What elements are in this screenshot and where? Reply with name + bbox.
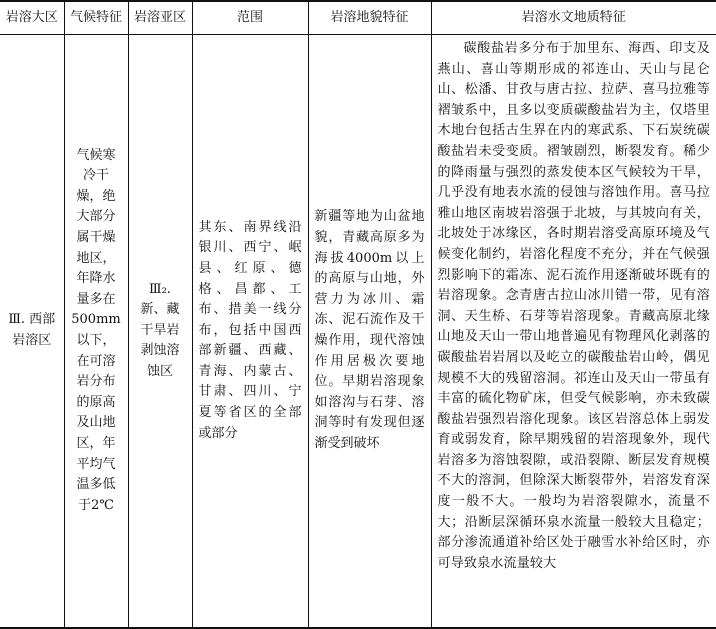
- cell-karst-region: Ⅲ. 西部岩溶区: [0, 35, 64, 629]
- header-karst-region: 岩溶大区: [0, 1, 64, 35]
- header-karst-subregion: 岩溶亚区: [128, 1, 192, 35]
- header-row: [0, 1, 716, 35]
- header-landform: 岩溶地貌特征: [308, 1, 431, 35]
- header-hydrogeology: 岩溶水文地质特征: [431, 1, 716, 35]
- header-climate: 气候特征: [64, 1, 128, 35]
- cell-scope: 其东、南界线沿银川、西宁、岷县、红原、德格、昌都、工布、措美一线分布，包括中国西部新疆、西藏、青海、内蒙古、甘肃、四川、宁夏等省区的全部或部分: [192, 35, 308, 629]
- cell-climate: 气候寒冷干燥，绝大部分属干燥地区，年降水量多在500mm以下，在可溶岩分布的原高及山地区，年平均气温多低于2℃: [64, 35, 128, 629]
- cell-hydrogeology: 碳酸盐岩多分布于加里东、海西、印支及燕山、喜山等期形成的祁连山、天山与昆仑山、松潘、甘孜与唐古拉、拉萨、喜马拉雅等褶皱系中，且多以变质碳酸盐岩为主，仅塔里木地台包括古生界在内的寒武系、下石炭统碳酸盐岩未受变质。褶皱剧烈，断裂发育。稀少的降雨量与强烈的蒸发使本区气候较为干旱，几乎没有地表水流的侵蚀与溶蚀作用。喜马拉雅山地区南坡岩溶强于北坡，与其坡向有关，北坡处于冰缘区，各时期岩溶受高原环境及气候变化制约，岩溶化程度不充分，并在气候强烈影响下的霜冻、泥石流作用逐渐破坏既有的岩溶现象。念青唐古拉山冰川错一带，见有溶洞、天生桥、石芽等岩溶现象。青藏高原北缘山地及天山一带山地普遍见有物理风化剥落的碳酸盐岩岩屑以及屹立的碳酸盐岩山岭，偶见规模不大的残留溶洞。祁连山及天山一带虽有丰富的硫化物矿床，但受气候影响，亦未致碳酸盐岩强烈岩溶化现象。该区岩溶总体上弱发育或弱发育，除早期残留的岩溶现象外，现代岩溶多为溶蚀裂隙，或沿裂隙、断层发育规模不大的溶洞，但除深大断裂带外，岩溶发育深度一般不大。一般均为岩溶裂隙水，流量不大；沿断层深循环泉水流量一般较大且稳定；部分渗流通道补给区处于融雪水补给区时，亦可导致泉水流量较大: [431, 35, 716, 629]
- header-scope: 范围: [192, 1, 308, 35]
- table-row: [0, 35, 716, 629]
- cell-landform: 新疆等地为山盆地貌，青藏高原多为海拔4000m以上的高原与山地，外营力为冰川、霜冻、泥石流作及干燥作用，现代溶蚀作用居极次要地位。早期岩溶现象如溶沟与石芽、溶洞等时有发现但逐渐受到破坏: [308, 35, 431, 629]
- cell-karst-subregion: Ⅲ₂. 新、藏干旱岩剥蚀溶蚀区: [128, 35, 192, 629]
